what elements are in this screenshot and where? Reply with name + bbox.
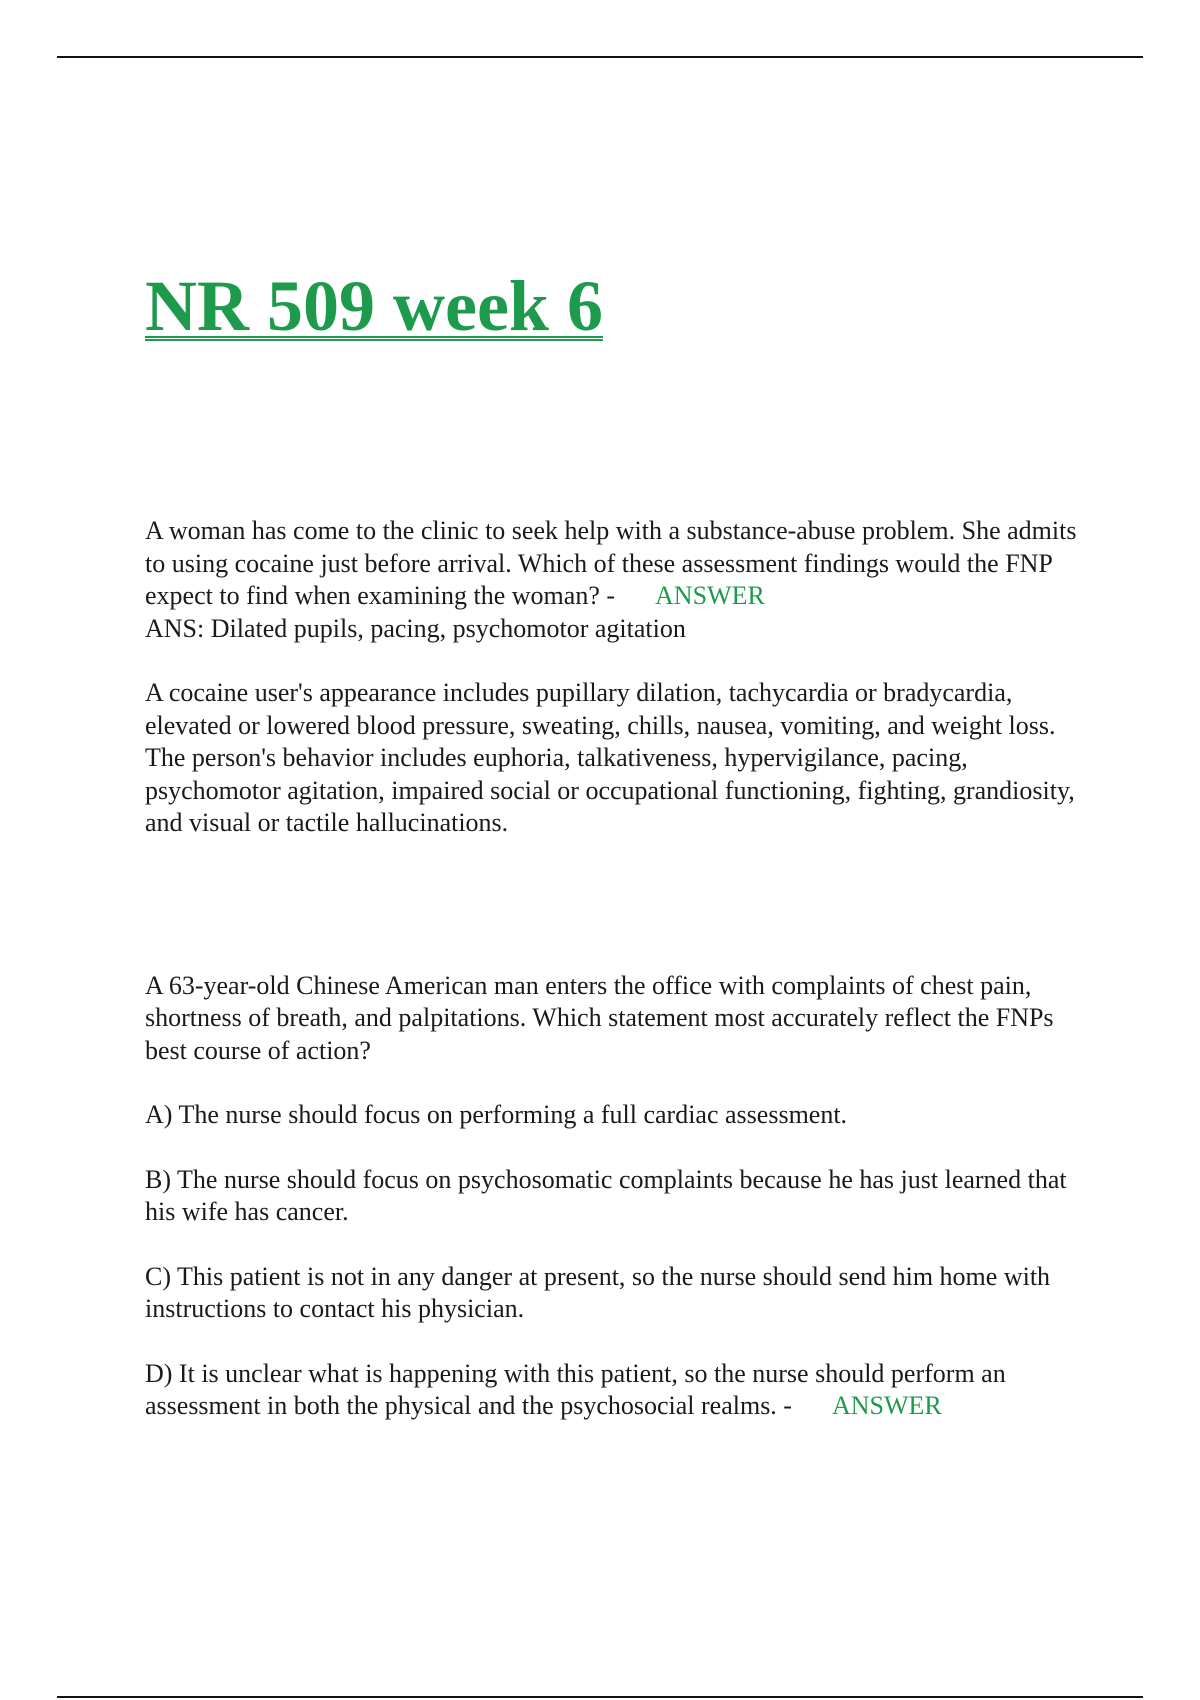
question-2-option-c: C) This patient is not in any danger at present, so the nurse should send him home with instructions to contact his physician. — [145, 1261, 1051, 1323]
question-2-option-b: B) The nurse should focus on psychosomatic complaints because he has just learned that his wife has cancer. — [145, 1164, 1067, 1226]
question-2-option-a: A) The nurse should focus on performing a full cardiac assessment. — [145, 1100, 848, 1129]
question-2-option-d-text: D) It is unclear what is happening with this patient, so the nurse should perform an assessment in both the physical and the psychosocial realms. - — [145, 1358, 1006, 1420]
question-1-rationale: A cocaine user's appearance includes pupillary dilation, tachycardia or bradycardia, elevated or lowered blood pressure, sweating, chills, nausea, vomiting, and weight loss. The person's behavior includes euphoria, talkativeness, hypervigilance, pacing, psychomotor agitation, impaired social or occupational functioning, fighting, grandiosity, and visual or tactile hallucinations. — [145, 678, 1075, 837]
question-1-stem — [145, 515, 1095, 613]
answer-label: ANSWER — [655, 581, 765, 610]
question-1-stem-text: A woman has come to the clinic to seek help with a substance-abuse problem. She admits to using cocaine just before arrival. Which of these assessment findings would the FNP expect to find when examining the woman? - — [145, 516, 1077, 610]
question-2-option-d — [145, 1358, 1095, 1423]
question-1-answer: ANS: Dilated pupils, pacing, psychomotor agitation — [145, 613, 686, 643]
question-2-stem: A 63-year-old Chinese American man enters the office with complaints of chest pain, shortness of breath, and palpitations. Which statement most accurately reflect the FNPs best course of action? — [145, 970, 1054, 1065]
document-title: NR 509 week 6 — [145, 266, 603, 346]
document-body — [145, 515, 1095, 1423]
answer-label: ANSWER — [831, 1391, 942, 1420]
header-rule — [57, 56, 1143, 58]
footer-rule — [57, 1696, 1143, 1698]
